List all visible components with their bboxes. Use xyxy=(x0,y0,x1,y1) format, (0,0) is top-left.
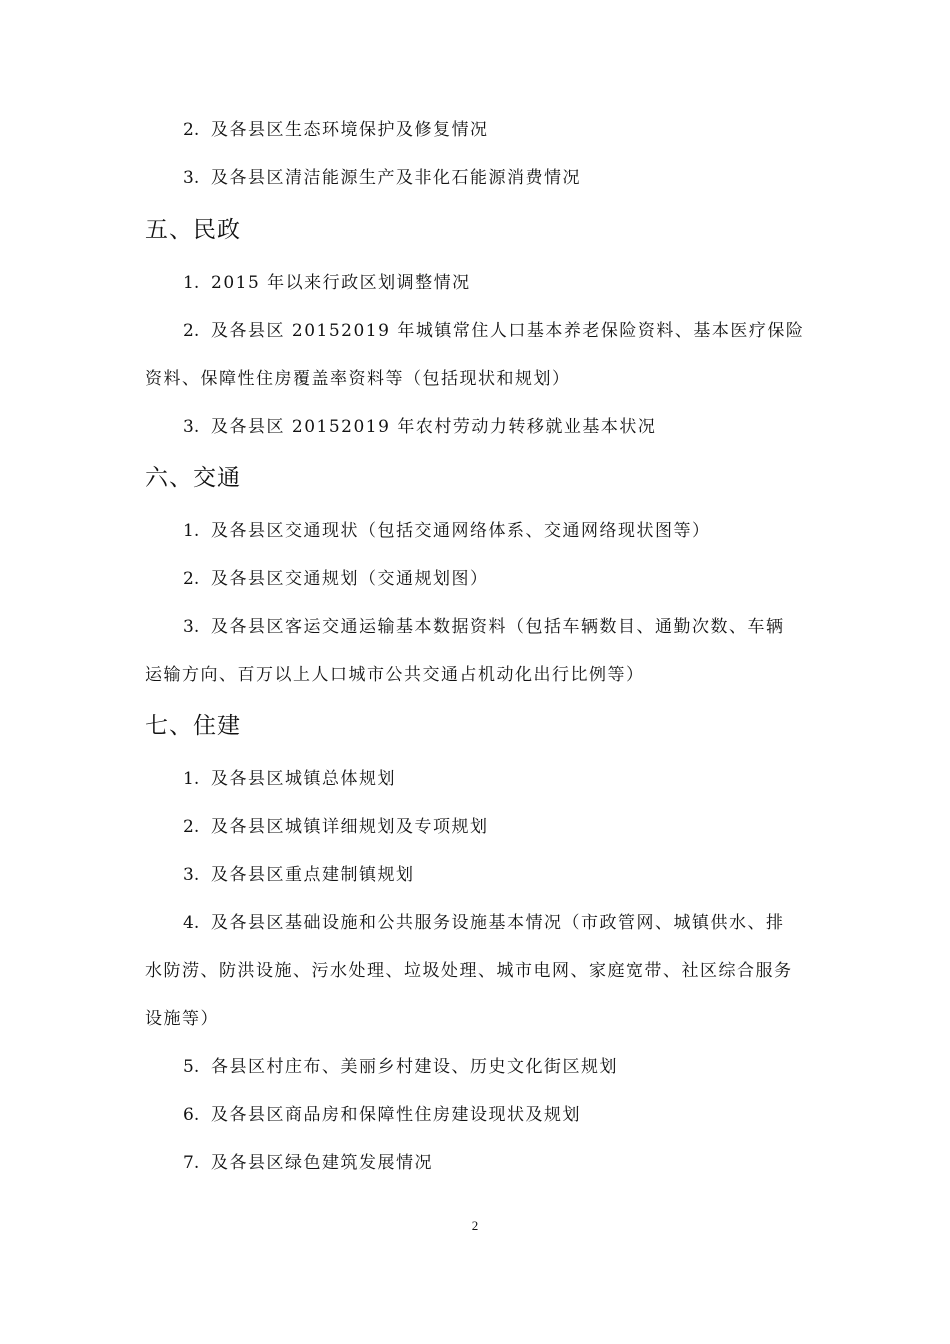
list-item xyxy=(183,271,853,295)
item-number: 2. xyxy=(183,569,200,589)
item-number: 3. xyxy=(183,417,200,437)
list-item xyxy=(183,911,853,935)
item-number: 3. xyxy=(183,168,200,188)
section-heading-housing-construction: 七、住建 xyxy=(145,713,241,739)
list-item xyxy=(183,319,853,343)
list-item xyxy=(183,1151,853,1175)
item-continuation: 水防涝、防洪设施、污水处理、垃圾处理、城市电网、家庭宽带、社区综合服务 xyxy=(145,961,793,981)
list-item xyxy=(183,567,853,591)
item-text: 各县区村庄布、美丽乡村建设、历史文化街区规划 xyxy=(211,1057,618,1077)
item-text: 及各县区商品房和保障性住房建设现状及规划 xyxy=(211,1105,581,1125)
list-item xyxy=(183,615,853,639)
list-item xyxy=(183,1055,853,1079)
list-item xyxy=(183,863,853,887)
item-text: 及各县区重点建制镇规划 xyxy=(211,865,415,885)
item-number: 1. xyxy=(183,521,200,541)
item-text: 2015 年以来行政区划调整情况 xyxy=(211,273,471,293)
item-text: 及各县区 20152019 年城镇常住人口基本养老保险资料、基本医疗保险 xyxy=(211,321,805,341)
item-number: 3. xyxy=(183,617,200,637)
item-text: 及各县区 20152019 年农村劳动力转移就业基本状况 xyxy=(211,417,657,437)
list-item xyxy=(183,118,853,142)
item-text: 及各县区城镇总体规划 xyxy=(211,769,396,789)
item-text: 及各县区绿色建筑发展情况 xyxy=(211,1153,433,1173)
item-text: 及各县区交通现状（包括交通网络体系、交通网络现状图等） xyxy=(211,521,711,541)
item-number: 2. xyxy=(183,321,200,341)
page-number: 2 xyxy=(471,1218,479,1233)
item-number: 2. xyxy=(183,817,200,837)
item-number: 7. xyxy=(183,1153,200,1173)
list-item xyxy=(183,519,853,543)
item-text: 及各县区交通规划（交通规划图） xyxy=(211,569,489,589)
item-number: 6. xyxy=(183,1105,200,1125)
item-number: 1. xyxy=(183,273,200,293)
item-text: 及各县区客运交通运输基本数据资料（包括车辆数目、通勤次数、车辆 xyxy=(211,617,785,637)
item-text: 及各县区基础设施和公共服务设施基本情况（市政管网、城镇供水、排 xyxy=(211,913,785,933)
item-number: 2. xyxy=(183,120,200,140)
list-item xyxy=(183,767,853,791)
list-item xyxy=(183,166,853,190)
item-number: 1. xyxy=(183,769,200,789)
list-item xyxy=(183,1103,853,1127)
item-text: 及各县区清洁能源生产及非化石能源消费情况 xyxy=(211,168,581,188)
item-number: 5. xyxy=(183,1057,200,1077)
item-continuation: 资料、保障性住房覆盖率资料等（包括现状和规划） xyxy=(145,369,571,389)
item-text: 及各县区生态环境保护及修复情况 xyxy=(211,120,489,140)
item-number: 4. xyxy=(183,913,200,933)
section-heading-civil-affairs: 五、民政 xyxy=(145,217,241,243)
item-number: 3. xyxy=(183,865,200,885)
list-item xyxy=(183,415,853,439)
item-continuation: 运输方向、百万以上人口城市公共交通占机动化出行比例等） xyxy=(145,665,645,685)
item-continuation: 设施等） xyxy=(145,1009,219,1029)
section-heading-transport: 六、交通 xyxy=(145,465,241,491)
item-text: 及各县区城镇详细规划及专项规划 xyxy=(211,817,489,837)
list-item xyxy=(183,815,853,839)
